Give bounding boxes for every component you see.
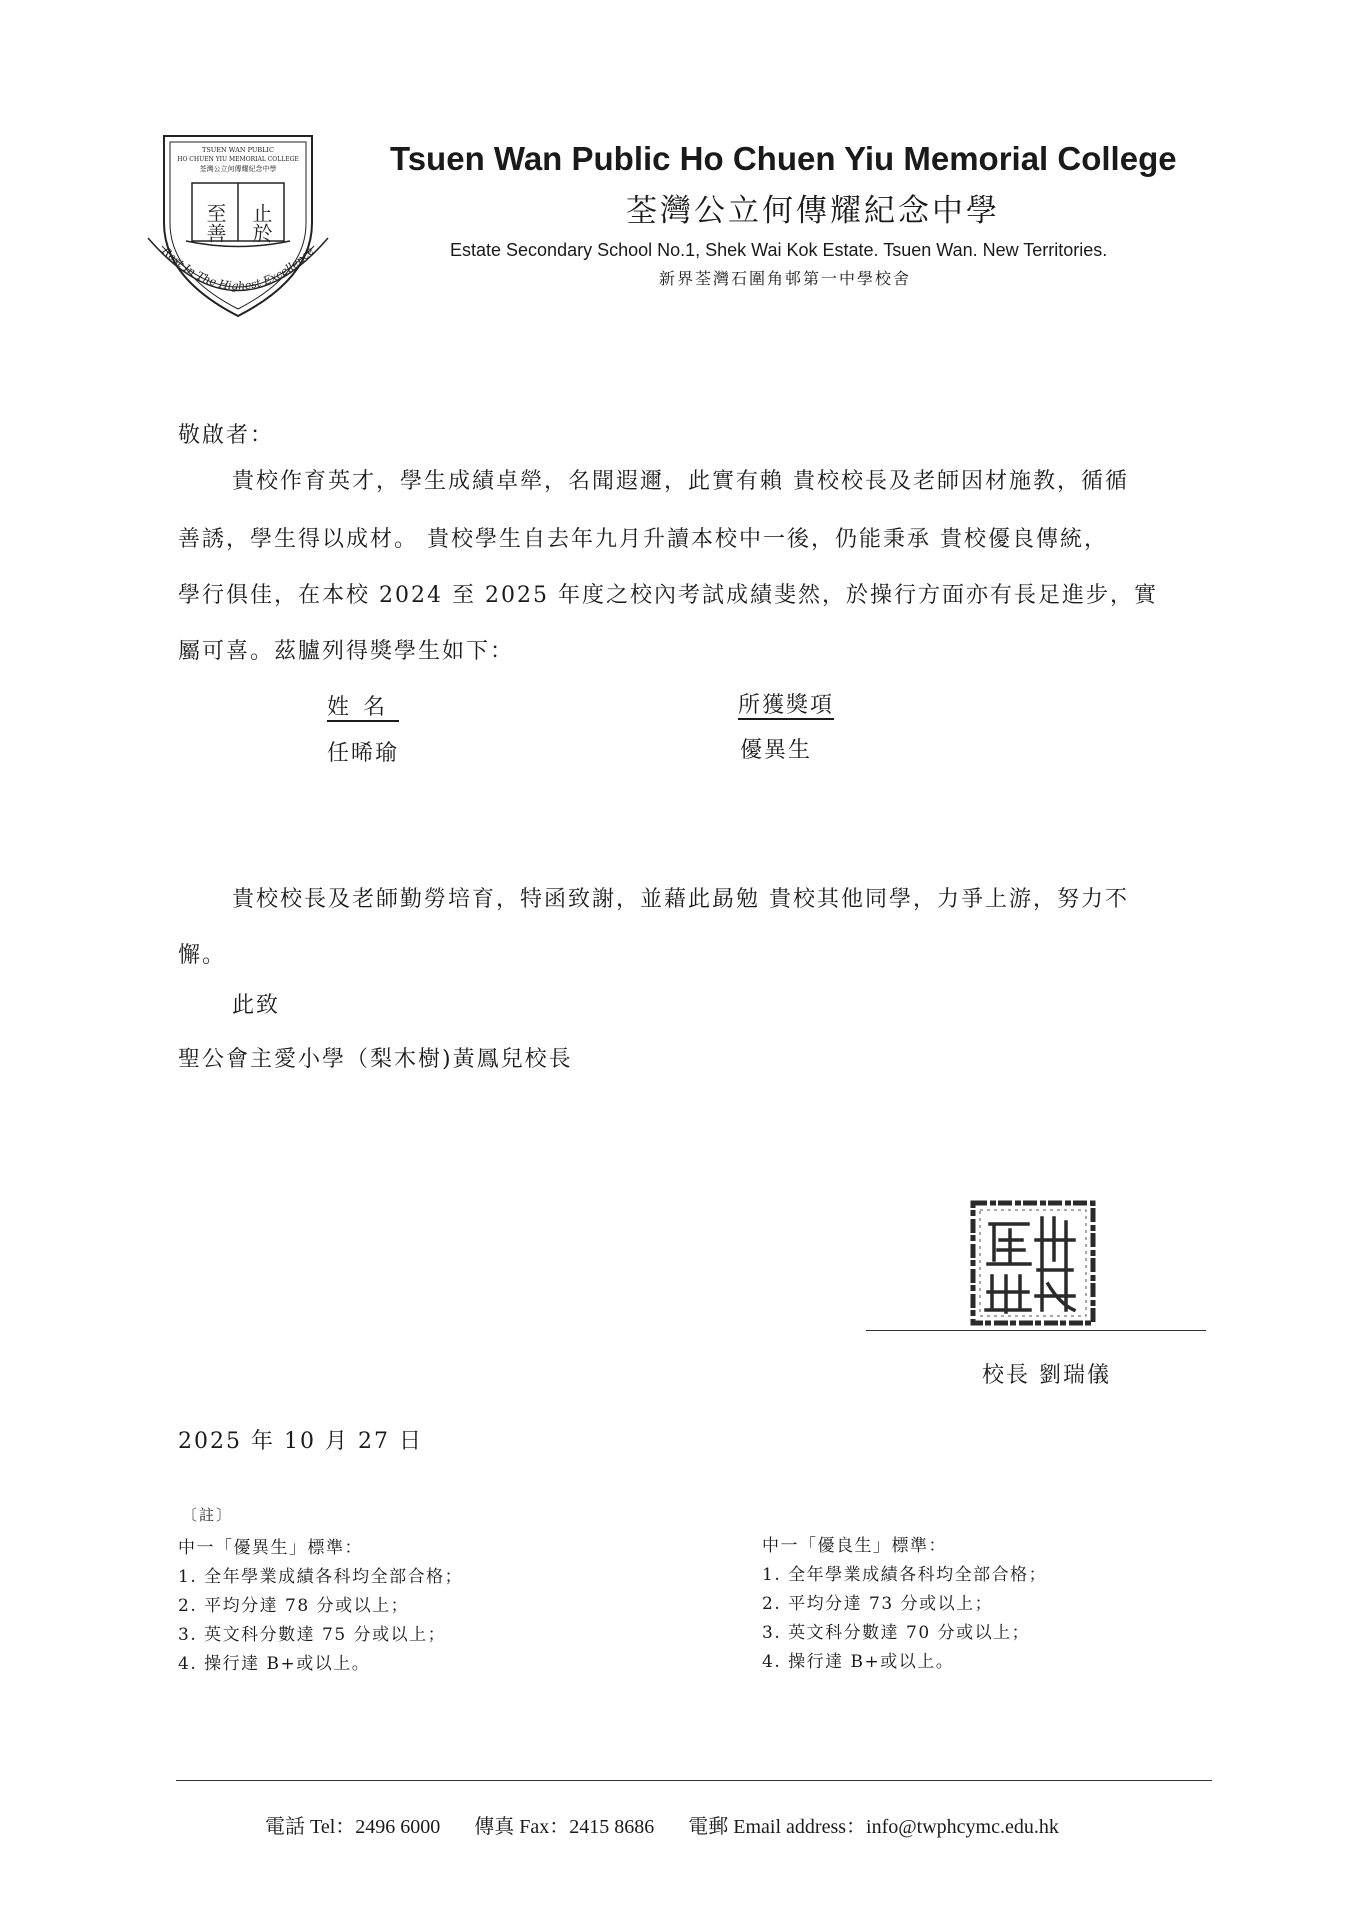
crest-book-left: 至善	[203, 203, 227, 243]
notes-item: 2. 平均分達 78 分或以上；	[178, 1596, 410, 1616]
closing-phrase: 此致	[232, 993, 281, 1018]
notes-item: 3. 英文科分數達 70 分或以上；	[762, 1623, 1031, 1643]
notes-criteria-merit	[762, 1532, 1047, 1677]
footer-fax: 傳真 Fax：2415 8686	[474, 1816, 655, 1838]
footer-tel: 電話 Tel：2496 6000	[265, 1816, 441, 1838]
footer-divider	[176, 1780, 1212, 1781]
notes-item: 1. 全年學業成績各科均全部合格；	[762, 1565, 1048, 1585]
notes-item: 1. 全年學業成績各科均全部合格；	[178, 1567, 464, 1587]
crest-text-top-1: TSUEN WAN PUBLIC	[202, 146, 274, 154]
notes-title: 中一「優良生」標準：	[762, 1536, 947, 1556]
notes-item: 4. 操行達 B+或以上。	[178, 1654, 371, 1674]
notes-item: 3. 英文科分數達 75 分或以上；	[178, 1625, 447, 1645]
school-address-zh: 新界荃灣石圍角邨第一中學校舍	[659, 269, 912, 288]
paragraph-line: 學行俱佳，在本校 2024 至 2025 年度之校內考試成績斐然，於操行方面亦有長足進步，實	[178, 583, 1158, 608]
salutation: 敬啟者：	[178, 423, 275, 448]
closing-paragraph-line: 貴校校長及老師勤勞培育，特函致謝，並藉此勗勉 貴校其他同學，力爭上游，努力不	[232, 887, 1129, 912]
signature-line	[866, 1330, 1206, 1331]
paragraph-line: 屬可喜。茲臚列得獎學生如下：	[178, 639, 515, 664]
notes-item: 2. 平均分達 73 分或以上；	[762, 1594, 994, 1614]
crest-motto: Rest In The Highest Excellence	[159, 244, 317, 293]
letter-date: 2025 年 10 月 27 日	[178, 1429, 423, 1454]
notes-label: 〔註〕	[182, 1506, 234, 1524]
crest-text-top-2: HO CHUEN YIU MEMORIAL COLLEGE	[177, 156, 299, 163]
notes-criteria-distinction	[178, 1534, 463, 1679]
awards-cell-award: 優異生	[740, 738, 813, 763]
notes-item: 4. 操行達 B+或以上。	[762, 1652, 955, 1672]
school-name-zh: 荃灣公立何傳耀紀念中學	[626, 193, 1000, 229]
awards-cell-name: 任晞瑜	[327, 741, 400, 766]
awards-header-award: 所獲獎項	[738, 693, 835, 718]
svg-text:Rest In The Highest Excellence	[159, 244, 317, 293]
signer-name: 校長 劉瑞儀	[982, 1363, 1111, 1388]
awards-header-name: 姓名	[327, 695, 400, 720]
school-crest	[142, 128, 334, 328]
paragraph-line: 貴校作育英才，學生成績卓犖，名聞遐邇，此實有賴 貴校校長及老師因材施教，循循	[232, 469, 1129, 494]
paragraph-line: 善誘，學生得以成材。 貴校學生自去年九月升讀本校中一後，仍能秉承 貴校優良傳統，	[178, 527, 1108, 552]
school-name-en: Tsuen Wan Public Ho Chuen Yiu Memorial College	[390, 140, 1177, 177]
recipient: 聖公會主愛小學（梨木樹)黃鳳兒校長	[178, 1047, 573, 1072]
crest-text-top-3: 荃灣公立何傳耀紀念中學	[199, 165, 277, 173]
school-address-en: Estate Secondary School No.1, Shek Wai Kok Estate. Tsuen Wan. New Territories.	[450, 240, 1108, 260]
closing-paragraph-line: 懈。	[178, 943, 227, 968]
crest-book-right: 止於	[249, 203, 273, 243]
notes-title: 中一「優異生」標準：	[178, 1538, 363, 1558]
principal-seal-stamp	[970, 1200, 1096, 1326]
footer-contact	[265, 1810, 1059, 1839]
footer-email[interactable]: 電郵 Email address：info@twphcymc.edu.hk	[688, 1816, 1059, 1838]
